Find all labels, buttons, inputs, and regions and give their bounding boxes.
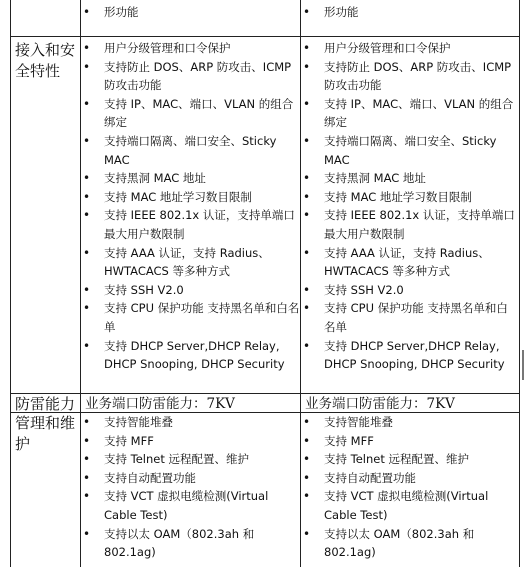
list-item: • 支持防止 DOS、ARP 防攻击、ICMP 防攻击功能 xyxy=(301,58,519,95)
list-item: • 支持端口隔离、端口安全、Sticky MAC xyxy=(81,132,300,169)
lightning-row-col2: 业务端口防雷能力：7KV xyxy=(305,396,455,412)
top-row-col1 xyxy=(81,3,300,22)
list-item: • 支持智能堆叠 xyxy=(301,413,519,432)
list-item: • 支持端口隔离、端口安全、Sticky MAC xyxy=(301,132,519,169)
list-item: • 支持 SSH V2.0 xyxy=(81,281,300,300)
list-item: • 支持智能堆叠 xyxy=(81,413,300,432)
list-item: • 支持以太 OAM（802.3ah 和 802.1ag) xyxy=(81,525,300,562)
feature-list xyxy=(301,3,519,22)
security-row-label: 接入和安全特性 xyxy=(15,41,76,80)
management-row-col2 xyxy=(301,413,519,562)
list-item: • 支持 MFF xyxy=(301,432,519,451)
table-border-left xyxy=(10,0,11,567)
list-item: • 形功能 xyxy=(301,3,519,22)
feature-list xyxy=(81,3,300,22)
feature-list xyxy=(301,413,519,562)
list-item: • 支持黑洞 MAC 地址 xyxy=(301,169,519,188)
security-row-col1 xyxy=(81,39,300,374)
lightning-row-col1: 业务端口防雷能力：7KV xyxy=(85,396,235,412)
row-divider-1 xyxy=(10,36,520,37)
top-row-col2 xyxy=(301,3,519,22)
lightning-row-label: 防雷能力 xyxy=(15,395,76,413)
list-item: • 支持 AAA 认证，支持 Radius、HWTACACS 等多种方式 xyxy=(81,244,300,281)
security-row-col2 xyxy=(301,39,519,374)
list-item: • 支持自动配置功能 xyxy=(81,469,300,488)
list-item: • 支持 MAC 地址学习数目限制 xyxy=(81,188,300,207)
list-item: • 支持 IP、MAC、端口、VLAN 的组合绑定 xyxy=(81,95,300,132)
list-item: • 支持 VCT 虚拟电缆检测(Virtual Cable Test) xyxy=(81,487,300,524)
list-item: • 支持 CPU 保护功能 支持黑名单和白名单 xyxy=(81,299,300,336)
list-item: • 支持黑洞 MAC 地址 xyxy=(81,169,300,188)
list-item: • 用户分级管理和口令保护 xyxy=(81,39,300,58)
feature-list xyxy=(81,413,300,562)
list-item: • 支持防止 DOS、ARP 防攻击、ICMP 防攻击功能 xyxy=(81,58,300,95)
list-item: • 支持 IEEE 802.1x 认证，支持单端口最大用户数限制 xyxy=(81,206,300,243)
list-item: • 支持自动配置功能 xyxy=(301,469,519,488)
management-row-label: 管理和维护 xyxy=(15,414,76,453)
list-item: • 支持 CPU 保护功能 支持黑名单和白名单 xyxy=(301,299,519,336)
list-item: • 支持 SSH V2.0 xyxy=(301,281,519,300)
management-row-col1 xyxy=(81,413,300,562)
feature-list xyxy=(301,39,519,374)
list-item: • 支持 MFF xyxy=(81,432,300,451)
feature-list xyxy=(81,39,300,374)
list-item: • 支持 Telnet 远程配置、维护 xyxy=(81,450,300,469)
list-item: • 支持以太 OAM（802.3ah 和 802.1ag) xyxy=(301,525,519,562)
table-border-right xyxy=(519,0,520,567)
list-item: • 形功能 xyxy=(81,3,300,22)
list-item: • 支持 VCT 虚拟电缆检测(Virtual Cable Test) xyxy=(301,487,519,524)
list-item: • 支持 Telnet 远程配置、维护 xyxy=(301,450,519,469)
list-item: • 支持 DHCP Server,DHCP Relay, DHCP Snooping, DHCP Security xyxy=(81,337,300,374)
list-item: • 用户分级管理和口令保护 xyxy=(301,39,519,58)
list-item: • 支持 IEEE 802.1x 认证，支持单端口最大用户数限制 xyxy=(301,206,519,243)
list-item: • 支持 DHCP Server,DHCP Relay, DHCP Snooping, DHCP Security xyxy=(301,337,519,374)
list-item: • 支持 IP、MAC、端口、VLAN 的组合绑定 xyxy=(301,95,519,132)
list-item: • 支持 AAA 认证，支持 Radius、HWTACACS 等多种方式 xyxy=(301,244,519,281)
list-item: • 支持 MAC 地址学习数目限制 xyxy=(301,188,519,207)
spec-table xyxy=(10,0,520,567)
